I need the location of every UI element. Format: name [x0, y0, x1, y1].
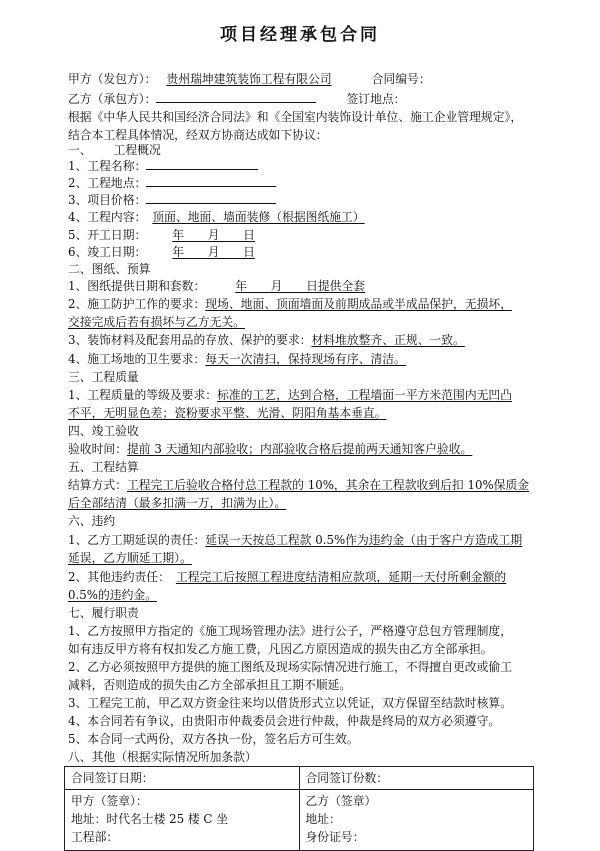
acceptance-value: 提前 3 天通知内部验收；内部验收合格后提前两天通知客户验收。: [127, 442, 473, 456]
party-a-line: [68, 70, 431, 88]
other-breach-value-a: 工程完工后按照工程进度结清相应款项，延期一天付所剩金额的: [175, 570, 507, 584]
party-a-sign-cell: [65, 790, 300, 851]
acceptance-label: 验收时间：: [68, 442, 127, 456]
duty-line-1: 1、乙方按照甲方指定的《施工现场管理办法》进行公子，严格遵守总包方管理制度，: [68, 624, 512, 638]
party-b-sign-cell: [299, 790, 534, 851]
other-breach-label: 2、其他违约责任：: [68, 570, 170, 584]
protection-value-a: 现场、地面、顶面墙面及前期成品或半成品保护，无损坏，: [205, 297, 513, 311]
delay-line: [68, 531, 522, 549]
other-breach-line: [68, 568, 506, 586]
end-date-label: 6、竣工日期：: [68, 245, 147, 259]
sign-place-label: 签订地点：: [346, 92, 406, 106]
quality-line: [68, 386, 512, 404]
party-a-dept: 工程部：: [71, 830, 119, 844]
project-name-label: 1、工程名称：: [68, 159, 147, 173]
intro-line-2: 结合本工程具体情况，经双方协商达成如下协议：: [68, 128, 328, 142]
start-date-label: 5、开工日期：: [68, 228, 147, 242]
settlement-label: 结算方式：: [68, 478, 127, 492]
duty-line-5: 3、工程完工前，甲乙双方资金往来均以借货形式立以凭证，双方保留至结款时核算。: [68, 696, 512, 710]
party-b-id: 身份证号：: [305, 830, 365, 844]
project-location-line: [68, 174, 276, 192]
project-location-label: 2、工程地点：: [68, 176, 147, 190]
drawings-line: [68, 277, 369, 295]
section-1-number: 一、: [68, 143, 92, 157]
project-name-blank: [146, 157, 258, 170]
delay-value-b: 延误，乙方顺延工期）。: [68, 551, 192, 565]
signature-row-header: [65, 767, 534, 790]
party-b-line: [68, 90, 405, 108]
drawings-value: 年 月 日提供全套: [235, 279, 366, 293]
hygiene-line: [68, 350, 406, 368]
party-b-sign-label: 乙方（签章）: [305, 794, 377, 808]
delay-value-a: 延误一天按总工程款 0.5%作为违约金（由于客户方造成工期: [205, 533, 523, 547]
project-content-value: 顶面、地面、墙面装修（根据图纸施工）: [152, 210, 365, 224]
party-a-label: 甲方（发包方）：: [68, 72, 157, 86]
section-3-heading: 三、工程质量: [68, 370, 139, 384]
end-date-line: [68, 243, 269, 261]
quality-label: 1、工程质量的等级及要求：: [68, 388, 218, 402]
section-1-title: 工程概况: [113, 143, 161, 157]
duty-line-7: 5、本合同一式两份，双方各执一份，签名后方可生效。: [68, 732, 359, 746]
protection-value-b: 交接完成后若有损坏与乙方无关。: [68, 315, 245, 329]
contract-copies-label: 合同签订份数：: [305, 771, 389, 785]
project-location-blank: [146, 174, 276, 187]
duty-line-4: 减料，否则造成的损失由乙方全部承担且工期不顺延。: [68, 678, 352, 692]
duty-line-6: 4、本合同若有争议，由贵阳市仲裁委员会进行仲裁，仲裁是终局的双方必须遵守。: [68, 714, 501, 728]
section-5-heading: 五、工程结算: [68, 460, 139, 474]
document-title: 项目经理承包合同: [220, 25, 380, 45]
party-b-label: 乙方（承包方）：: [68, 92, 157, 106]
contract-date-cell: [65, 767, 300, 790]
delay-label: 1、乙方工期延误的责任：: [68, 533, 206, 547]
section-8-heading: 八、其他（根据实际情况所加条款）: [68, 750, 257, 764]
project-price-line: [68, 191, 276, 209]
project-content-line: [68, 208, 379, 226]
materials-label: 3、装饰材料及配套用品的存放、保护的要求：: [68, 333, 312, 347]
section-2-heading: 二、图纸、预算: [68, 262, 151, 276]
project-price-label: 3、项目价格：: [68, 193, 147, 207]
duty-line-3: 2、乙方必须按照甲方提供的施工图纸及现场实际情况进行施工，不得擅自更改或偷工: [68, 660, 512, 674]
other-breach-value-b: 0.5%的违约金。: [68, 588, 157, 602]
intro-line-1: 根据《中华人民共和国经济合同法》和《全国室内装饰设计单位、施工企业管理规定》，: [68, 110, 523, 124]
section-7-heading: 七、履行职责: [68, 606, 139, 620]
hygiene-value: 每天一次清扫，保持现场有序、清洁。: [205, 352, 406, 366]
materials-line: [68, 331, 473, 349]
project-name-line: [68, 157, 258, 175]
start-date-line: [68, 226, 269, 244]
party-b-blank: [156, 90, 316, 103]
contract-date-label: 合同签订日期：: [71, 771, 154, 785]
project-content-label: 4、工程内容：: [68, 210, 147, 224]
party-b-address: 地址：: [305, 812, 341, 826]
protection-label: 2、施工防护工作的要求：: [68, 297, 206, 311]
signature-row-body: [65, 790, 534, 851]
contract-copies-cell: [299, 767, 534, 790]
section-4-heading: 四、竣工验收: [68, 424, 139, 438]
start-date-value: 年 月 日: [172, 228, 255, 242]
acceptance-line: [68, 440, 478, 458]
duty-line-2: 如有违反甲方将有权扣发乙方施工费，凡因乙方原因造成的损失由乙方全部承担。: [68, 642, 493, 656]
drawings-label: 1、图纸提供日期和套数：: [68, 279, 206, 293]
protection-line: [68, 295, 512, 313]
signature-table: [64, 766, 534, 851]
hygiene-label: 4、施工场地的卫生要求：: [68, 352, 206, 366]
materials-value: 材料堆放整齐、正规、一致。: [311, 333, 465, 347]
section-6-heading: 六、违约: [68, 514, 116, 528]
settlement-line: [68, 476, 529, 494]
contract-no-label: 合同编号：: [371, 72, 431, 86]
party-a-sign-label: 甲方（签章）：: [71, 794, 148, 808]
settlement-value-a: 工程完工后验收合格付总工程款的 10%，其余在工程款收到后扣 10%保质金: [127, 478, 530, 492]
quality-value-b: 不平，无明显色差；瓷粉要求平整、光滑、阴阳角基本垂直。: [68, 406, 387, 420]
party-a-address: 地址：时代名士楼 25 楼 C 坐: [71, 812, 229, 826]
party-a-value: 贵州瑞坤建筑装饰工程有限公司: [166, 72, 332, 86]
project-price-blank: [146, 191, 276, 204]
quality-value-a: 标准的工艺，达到合格，工程墙面一平方米范围内无凹凸: [217, 388, 513, 402]
end-date-value: 年 月 日: [172, 245, 255, 259]
settlement-value-b: 后全部结清（最多扣满一万，扣满为止）。: [68, 496, 287, 510]
